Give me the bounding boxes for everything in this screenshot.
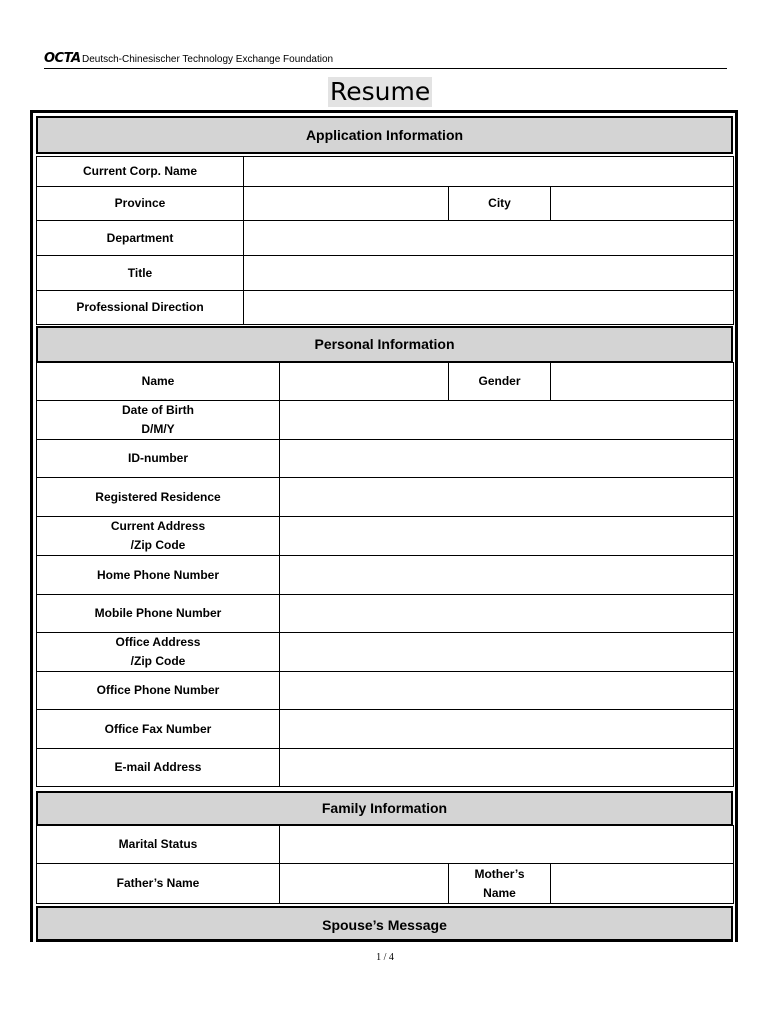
office-phone-field[interactable] [280, 672, 734, 710]
province-field[interactable] [244, 187, 449, 221]
date-format-hint: D/M/Y [141, 422, 175, 436]
current-address-field[interactable] [280, 517, 734, 556]
marital-status-field[interactable] [280, 826, 734, 864]
mobile-phone-field[interactable] [280, 595, 734, 633]
family-table [36, 825, 734, 904]
father-name-label: Father’s Name [37, 864, 280, 904]
organization-name: Deutsch-Chinesischer Technology Exchange Foundation [82, 54, 334, 65]
organization-logo: OCTA [44, 51, 81, 66]
office-address-label: Office Address /Zip Code [37, 633, 280, 672]
corp-name-field[interactable] [244, 157, 734, 187]
section-family-header: Family Information [36, 791, 733, 826]
office-fax-label: Office Fax Number [37, 710, 280, 749]
section-personal-header: Personal Information [36, 326, 733, 363]
mother-name-field[interactable] [551, 864, 734, 904]
city-field[interactable] [551, 187, 734, 221]
date-of-birth-label: Date of Birth D/M/Y [37, 401, 280, 440]
section-spouse-header: Spouse’s Message [36, 906, 733, 942]
mother-name-label: Mother’s Name [449, 864, 551, 904]
gender-label: Gender [449, 363, 551, 401]
name-field[interactable] [280, 363, 449, 401]
email-label: E-mail Address [37, 749, 280, 787]
page-header [44, 50, 727, 69]
date-of-birth-field[interactable] [280, 401, 734, 440]
registered-residence-field[interactable] [280, 478, 734, 517]
page-title: Resume [330, 77, 431, 106]
mobile-phone-label: Mobile Phone Number [37, 595, 280, 633]
office-phone-label: Office Phone Number [37, 672, 280, 710]
registered-residence-label: Registered Residence [37, 478, 280, 517]
name-label: Name [37, 363, 280, 401]
gender-field[interactable] [551, 363, 734, 401]
section-application-header: Application Information [36, 116, 733, 154]
email-field[interactable] [280, 749, 734, 787]
office-fax-field[interactable] [280, 710, 734, 749]
application-table [36, 156, 734, 325]
professional-direction-label: Professional Direction [37, 291, 244, 325]
corp-name-label: Current Corp. Name [37, 157, 244, 187]
id-number-field[interactable] [280, 440, 734, 478]
title-label: Title [37, 256, 244, 291]
department-label: Department [37, 221, 244, 256]
current-address-label: Current Address /Zip Code [37, 517, 280, 556]
city-label: City [449, 187, 551, 221]
page-number: 1 / 4 [376, 952, 394, 963]
professional-direction-field[interactable] [244, 291, 734, 325]
marital-status-label: Marital Status [37, 826, 280, 864]
province-label: Province [37, 187, 244, 221]
title-field[interactable] [244, 256, 734, 291]
father-name-field[interactable] [280, 864, 449, 904]
home-phone-label: Home Phone Number [37, 556, 280, 595]
department-field[interactable] [244, 221, 734, 256]
id-number-label: ID-number [37, 440, 280, 478]
personal-table [36, 362, 734, 787]
home-phone-field[interactable] [280, 556, 734, 595]
office-address-field[interactable] [280, 633, 734, 672]
